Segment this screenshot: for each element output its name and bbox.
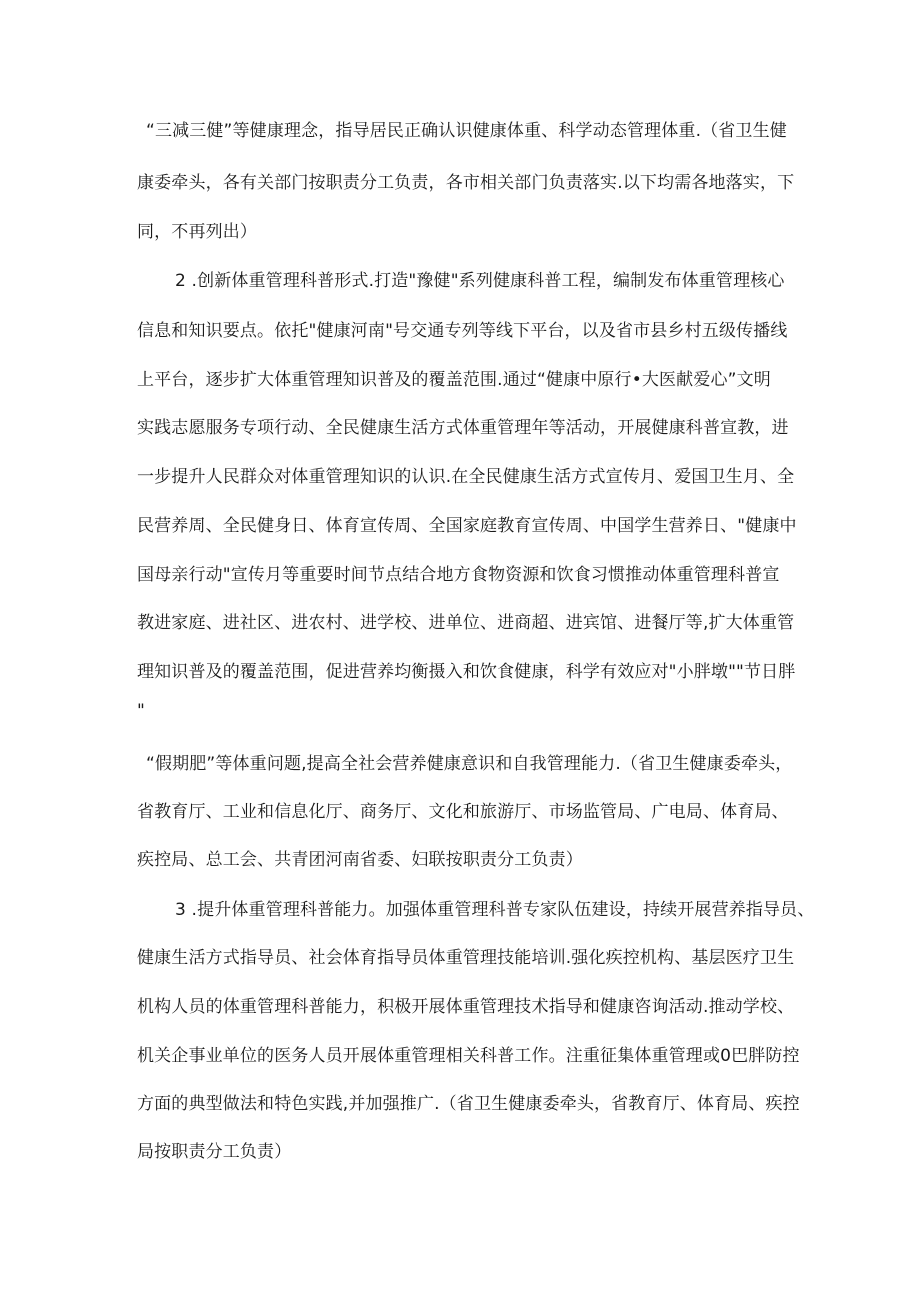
text-line: 上平台，逐步扩大体重管理知识普及的覆盖范围.通过“健康中原行•大医献爱心”文明 [137, 370, 771, 390]
text-line: 健康生活方式指导员、社会体育指导员体重管理技能培训.强化疾控机构、基层医疗卫生 [137, 948, 795, 968]
text-line: 疾控局、总工会、共青团河南省委、妇联按职责分工负责） [137, 850, 583, 870]
text-line: 2 .创新体重管理科普形式.打造"豫健"系列健康科普工程，编制发布体重管理核心 [175, 271, 785, 291]
text-line: 方面的典型做法和特色实践,并加强推广.（省卫生健康委牵头，省教育厅、体育局、疾控 [137, 1094, 800, 1114]
text-line: 省教育厅、工业和信息化厅、商务厅、文化和旅游厅、市场监管局、广电局、体育局、 [137, 802, 789, 822]
text-line: 康委牵头，各有关部门按职责分工负责，各市相关部门负责落实.以下均需各地落实，下 [137, 173, 795, 193]
text-line: 3 .提升体重管理科普能力。加强体重管理科普专家队伍建设，持续开展营养指导员、 [175, 900, 815, 920]
text-line: " [137, 701, 145, 721]
text-line: 机构人员的体重管理科普能力，积极开展体重管理技术指导和健康咨询活动.推动学校、 [137, 997, 795, 1017]
text-line: 局按职责分工负责） [137, 1142, 292, 1162]
text-line: 同，不再列出） [137, 222, 258, 242]
text-line: “假期肥”等体重问题,提高全社会营养健康意识和自我管理能力.（省卫生健康委牵头， [146, 754, 793, 774]
text-line: 机关企事业单位的医务人员开展体重管理相关科普工作。注重征集体重管理或0巴胖防控 [137, 1046, 800, 1066]
text-line: 一步提升人民群众对体重管理知识的认识.在全民健康生活方式宣传月、爱国卫生月、全 [137, 467, 795, 487]
text-line: 民营养周、全民健身日、体育宣传周、全国家庭教育宣传周、中国学生营养日、"健康中 [137, 516, 797, 536]
text-line: “三减三健”等健康理念，指导居民正确认识健康体重、科学动态管理体重.（省卫生健 [146, 121, 787, 141]
text-line: 国母亲行动"宣传月等重要时间节点结合地方食物资源和饮食习惯推动体重管理科普宣 [137, 565, 780, 585]
text-line: 教进家庭、进社区、进农村、进学校、进单位、进商超、进宾馆、进餐厅等,扩大体重管 [137, 613, 795, 633]
text-line: 信息和知识要点。依托"健康河南"号交通专列等线下平台，以及省市县乡村五级传播线 [137, 321, 788, 341]
text-line: 实践志愿服务专项行动、全民健康生活方式体重管理年等活动，开展健康科普宣教，进 [137, 418, 789, 438]
text-line: 理知识普及的覆盖范围，促进营养均衡摄入和饮食健康，科学有效应对"小胖墩""节日胖 [137, 662, 796, 682]
